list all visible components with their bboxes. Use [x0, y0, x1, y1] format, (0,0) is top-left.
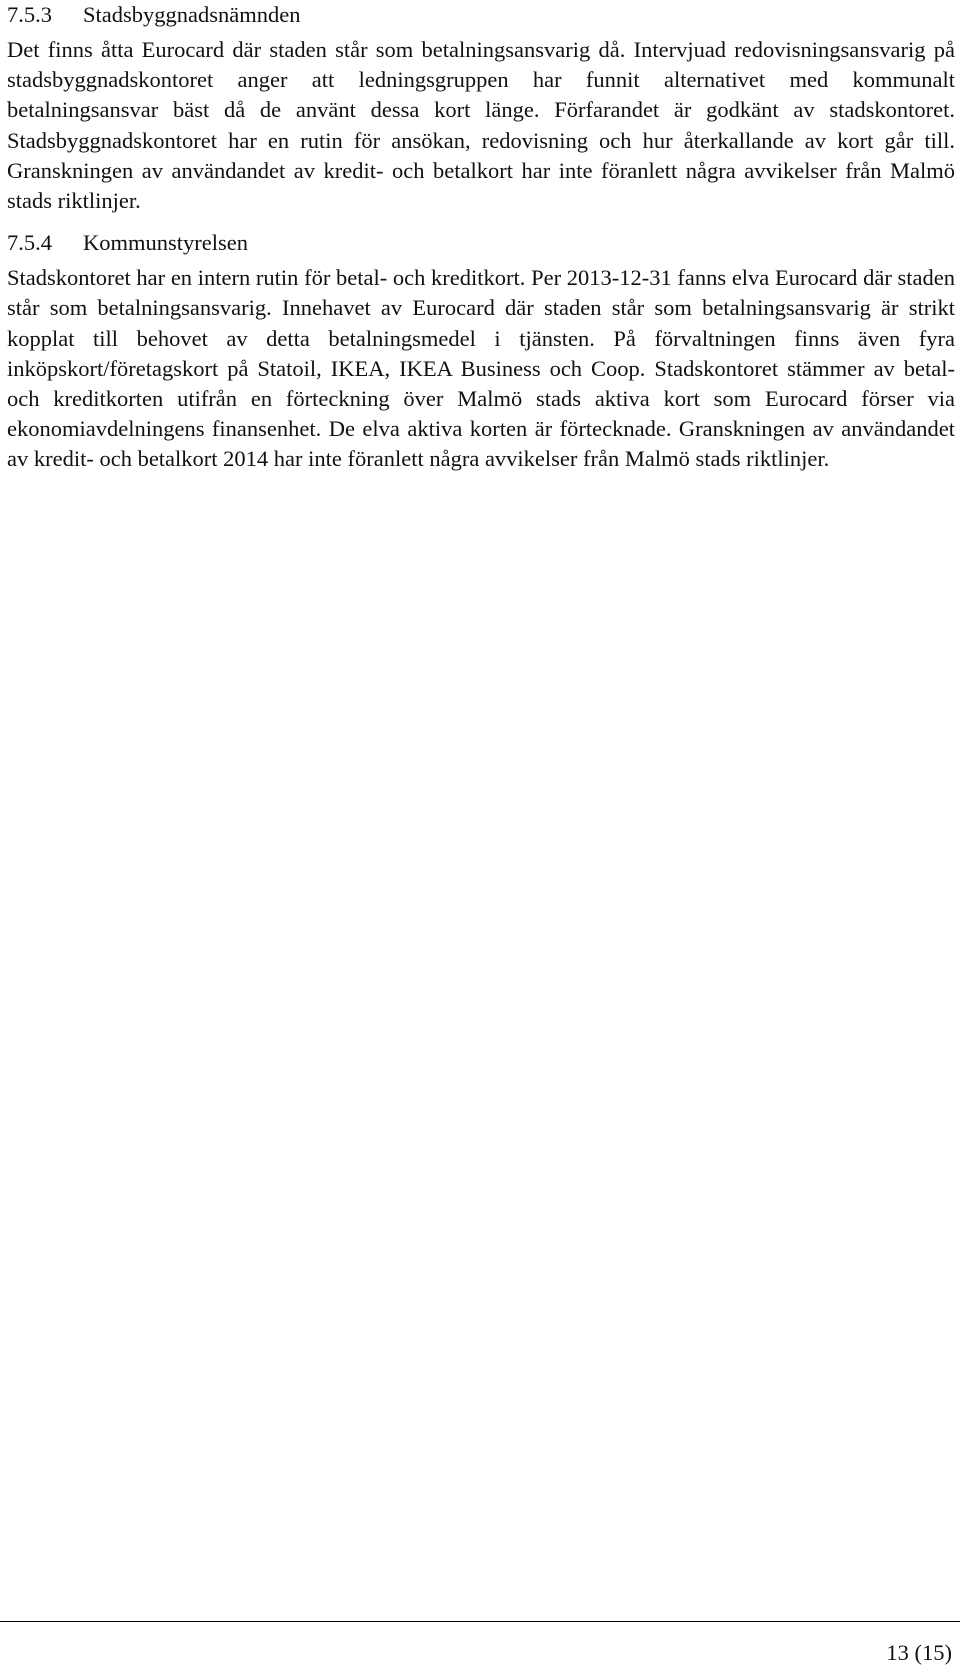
page-content	[7, 0, 955, 475]
section-paragraph-kommunstyrelsen: Stadskontoret har en intern rutin för betal- och kreditkort. Per 2013-12-31 fanns elva Eurocard där staden står som betalningsansvarig. Innehavet av Eurocard där staden står som betalningsansvarig är strikt kopplat till behovet av detta betalningsmedel i tjänsten. På förvaltningen finns även fyra inköpskort/företagskort på Statoil, IKEA, IKEA Business och Coop. Stadskontoret stämmer av betal- och kreditkorten utifrån en förteckning över Malmö stads aktiva kort som Eurocard förser via ekonomiavdelningens finansenhet. De elva aktiva korten är förtecknade. Granskningen av användandet av kredit- och betalkort 2014 har inte föranlett några avvikelser från Malmö stads riktlinjer.	[7, 265, 955, 472]
section-heading-stadsbyggnadsnamnden	[7, 0, 955, 30]
section-number: 7.5.4	[7, 230, 52, 256]
page-number: 13 (15)	[886, 1640, 952, 1665]
section-title: Stadsbyggnadsnämnden	[83, 2, 301, 27]
section-heading-kommunstyrelsen	[7, 228, 955, 258]
section-number: 7.5.3	[7, 2, 52, 27]
section-title: Kommunstyrelsen	[83, 230, 248, 256]
footer-divider	[0, 1621, 960, 1622]
section-paragraph-stadsbyggnadsnamnden: Det finns åtta Eurocard där staden står som betalningsansvarig då. Intervjuad redovisningsansvarig på stadsbyggnadskontoret anger att ledningsgruppen har funnit alternativet med kommunalt betalningsansvar bäst då de använt dessa kort länge. Förfarandet är godkänt av stadskontoret. Stadsbyggnadskontoret har en rutin för ansökan, redovisning och hur återkallande av kort går till. Granskningen av användandet av kredit- och betalkort har inte föranlett några avvikelser från Malmö stads riktlinjer.	[7, 37, 955, 214]
